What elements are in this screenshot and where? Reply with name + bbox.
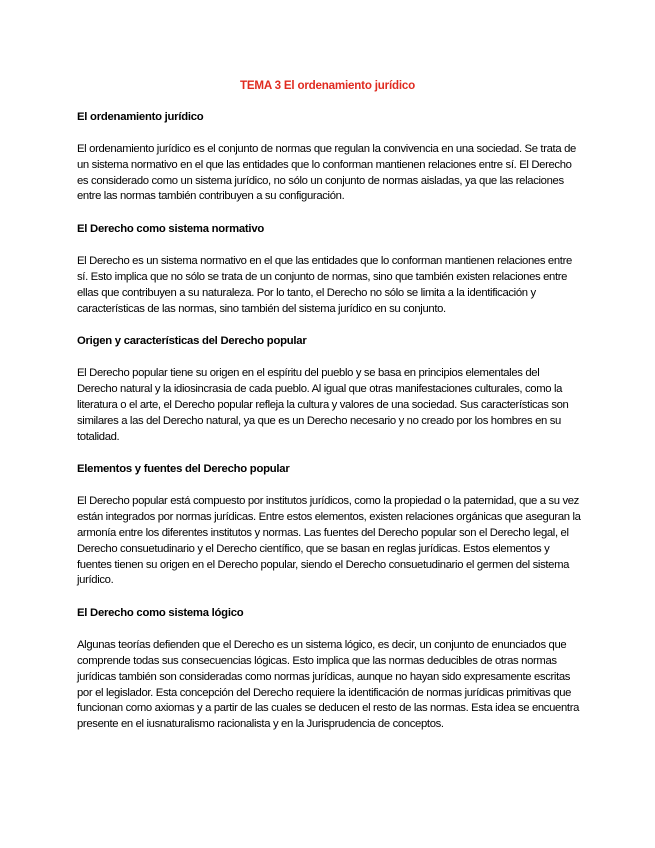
section-heading: Origen y características del Derecho popular <box>77 335 307 348</box>
section-heading: Elementos y fuentes del Derecho popular <box>77 463 290 476</box>
section-paragraph: El Derecho es un sistema normativo en el que las entidades que lo conforman mantienen relaciones entre sí. Esto implica que no sólo se trata de un conjunto de normas, sino que también existen relaciones entre ellas que contribuyen a su naturaleza. Por lo tanto, el Derecho no sólo se limita a la identificación y características de las normas, sino también del sistema jurídico en su conjunto. <box>77 255 572 315</box>
document-title: TEMA 3 El ordenamiento jurídico <box>239 79 416 92</box>
section <box>77 462 581 589</box>
section <box>77 222 581 317</box>
section-paragraph: Algunas teorías defienden que el Derecho es un sistema lógico, es decir, un conjunto de enunciados que comprende todas sus consecuencias lógicas. Esto implica que las normas deducibles de otras normas jurídicas también son consideradas como normas jurídicas, aunque no hayan sido expresamente escritas por el legislador. Esta concepción del Derecho requiere la identificación de normas jurídicas primitivas que funcionan como axiomas y a partir de las cuales se deducen el resto de las normas. Esta idea se encuentra presente en el iusnaturalismo racionalista y en la Jurisprudencia de conceptos. <box>77 639 580 731</box>
document-content <box>77 110 581 750</box>
section-heading: El Derecho como sistema normativo <box>77 223 264 236</box>
section <box>77 334 581 445</box>
section <box>77 606 581 733</box>
section-heading: El ordenamiento jurídico <box>77 111 204 123</box>
section <box>77 110 581 205</box>
section-paragraph: El Derecho popular tiene su origen en el espíritu del pueblo y se basa en principios elementales del Derecho natural y la idiosincrasia de cada pueblo. Al igual que otras manifestaciones culturales, como la literatura o el arte, el Derecho popular refleja la cultura y valores de una sociedad. Sus características son similares a las del Derecho natural, ya que es un Derecho necesario y no creado por los hombres en su totalidad. <box>77 367 569 443</box>
section-paragraph: El ordenamiento jurídico es el conjunto de normas que regulan la convivencia en una sociedad. Se trata de un sistema normativo en el que las entidades que lo conforman mantienen relaciones entre sí. El Derecho es considerado como un sistema jurídico, no sólo un conjunto de normas aisladas, ya que las relaciones entre las normas también contribuyen a su configuración. <box>77 143 576 203</box>
section-paragraph: El Derecho popular está compuesto por institutos jurídicos, como la propiedad o la paternidad, que a su vez están integrados por normas jurídicas. Entre estos elementos, existen relaciones orgánicas que aseguran la armonía entre los diferentes institutos y normas. Las fuentes del Derecho popular son el Derecho legal, el Derecho consuetudinario y el Derecho científico, que se basan en reglas jurídicas. Estos elementos y fuentes tienen su origen en el Derecho popular, siendo el Derecho consuetudinario el germen del sistema jurídico. <box>77 495 581 587</box>
section-heading: El Derecho como sistema lógico <box>77 607 244 620</box>
